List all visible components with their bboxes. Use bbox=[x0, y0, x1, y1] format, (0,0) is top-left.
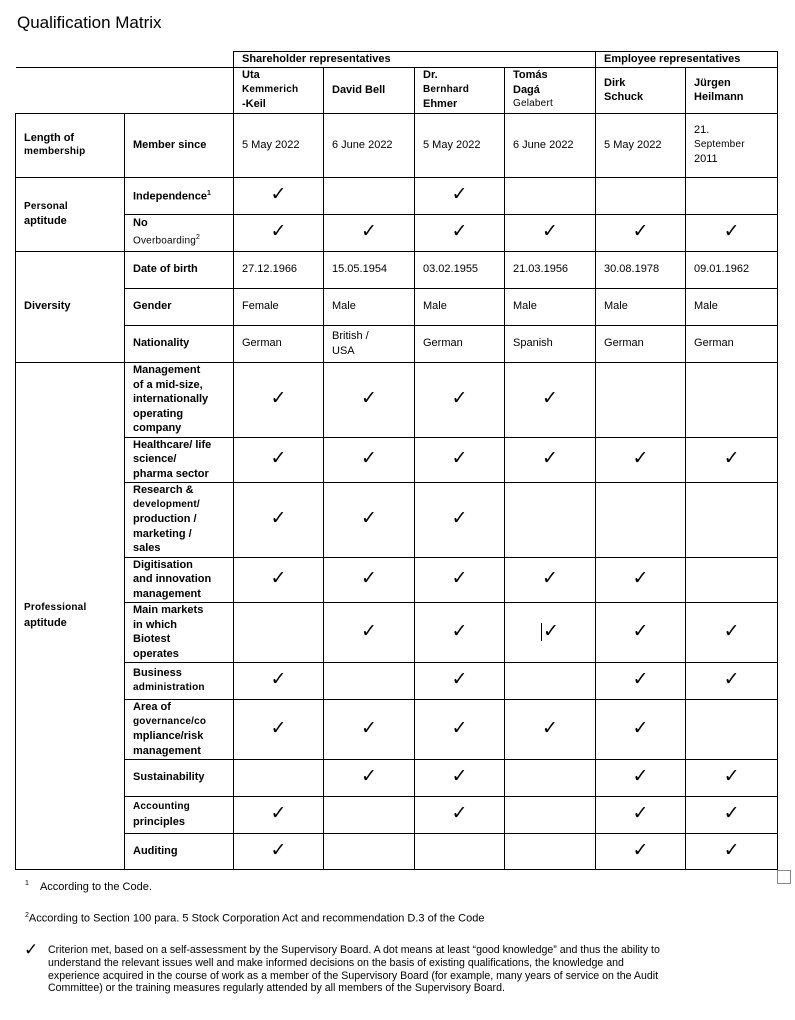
criterion-accounting bbox=[125, 796, 234, 833]
checkmark-icon: ✓ bbox=[542, 717, 558, 739]
check-cell bbox=[234, 602, 324, 662]
checkmark-icon: ✓ bbox=[723, 221, 740, 243]
criterion-business-administration bbox=[125, 662, 234, 699]
checkmark-icon: ✓ bbox=[270, 508, 287, 530]
check-cell bbox=[596, 482, 686, 557]
check-cell bbox=[505, 214, 596, 251]
nationality-value: Spanish bbox=[505, 325, 596, 362]
criterion-line: management bbox=[133, 744, 201, 757]
check-cell bbox=[596, 602, 686, 662]
criterion-line: and innovation bbox=[133, 573, 212, 586]
check-cell bbox=[234, 177, 324, 214]
check-cell bbox=[686, 699, 778, 759]
member-line: Jürgen bbox=[694, 76, 731, 89]
check-cell bbox=[234, 796, 324, 833]
footnote-1 bbox=[25, 880, 152, 893]
member-since-value: 6 June 2022 bbox=[324, 113, 415, 177]
criterion-line: science/ bbox=[133, 453, 177, 466]
check-cell bbox=[686, 833, 778, 869]
checkmark-icon: ✓ bbox=[632, 568, 649, 590]
check-cell bbox=[505, 662, 596, 699]
member-line: Dr. bbox=[423, 69, 438, 82]
checkmark-icon: ✓ bbox=[361, 568, 377, 590]
check-cell bbox=[505, 833, 596, 869]
category-length bbox=[16, 113, 125, 177]
criterion-line: operates bbox=[133, 647, 179, 660]
check-cell bbox=[415, 602, 505, 662]
checkmark-icon: ✓ bbox=[632, 766, 649, 788]
check-cell bbox=[505, 177, 596, 214]
member-line: Dagá bbox=[513, 83, 540, 96]
group-header-employee: Employee representatives bbox=[596, 52, 778, 68]
check-cell bbox=[234, 699, 324, 759]
checkmark-icon: ✓ bbox=[451, 717, 468, 739]
criterion-line: company bbox=[133, 422, 182, 435]
check-cell bbox=[415, 362, 505, 437]
checkmark-icon: ✓ bbox=[451, 184, 468, 206]
check-cell bbox=[234, 437, 324, 482]
checkmark-icon: ✓ bbox=[632, 839, 649, 861]
checkmark-icon: ✓ bbox=[632, 669, 649, 691]
criterion-line: development/ bbox=[133, 498, 200, 510]
member-line: Uta bbox=[242, 69, 260, 82]
legend-text: Criterion met, based on a self-assessment by the Supervisory Board. A dot means at least “good knowledge” and thus the ability to understand the relevant issues well and make informed decisions on the basis of existing qualifications, the knowledge and experience acquired in the course of work as a member of the Supervisory Board (for example, many years of service on the Audit Committee) or the training measures regularly attended by all members of the Supervisory Board. bbox=[48, 944, 660, 995]
member-line: Dirk bbox=[604, 76, 626, 89]
criterion-overboarding bbox=[125, 214, 234, 251]
check-cell bbox=[324, 833, 415, 869]
check-cell bbox=[505, 437, 596, 482]
criterion-line: Healthcare/ life bbox=[133, 438, 212, 451]
check-cell bbox=[415, 662, 505, 699]
criterion-line: Management bbox=[133, 364, 201, 377]
check-cell bbox=[415, 437, 505, 482]
criterion-member-since: Member since bbox=[125, 113, 234, 177]
checkmark-icon: ✓ bbox=[542, 388, 558, 410]
member-line: Bernhard bbox=[423, 83, 470, 95]
check-cell bbox=[324, 214, 415, 251]
check-cell bbox=[686, 362, 778, 437]
footnote-text: According to the Code. bbox=[39, 880, 152, 893]
date-of-birth-value: 21.03.1956 bbox=[505, 251, 596, 288]
member-header bbox=[505, 67, 596, 113]
table-resize-handle[interactable] bbox=[777, 870, 791, 884]
checkmark-icon: ✓ bbox=[361, 717, 377, 739]
checkmark-icon: ✓ bbox=[270, 184, 287, 206]
criterion-line bbox=[133, 231, 225, 249]
footnote-number: 1 bbox=[25, 880, 29, 887]
criterion-line: of a mid-size, bbox=[133, 378, 203, 391]
member-header bbox=[686, 67, 778, 113]
check-cell bbox=[415, 699, 505, 759]
criterion-line: Accounting bbox=[133, 801, 190, 812]
check-cell bbox=[234, 759, 324, 796]
check-cell bbox=[596, 833, 686, 869]
nationality-line: USA bbox=[332, 344, 355, 357]
member-since-value: 5 May 2022 bbox=[596, 113, 686, 177]
criterion-label: Independence bbox=[133, 190, 207, 203]
check-cell bbox=[686, 177, 778, 214]
footnote-2 bbox=[25, 912, 484, 925]
check-cell bbox=[324, 662, 415, 699]
check-cell bbox=[324, 437, 415, 482]
member-since-value: 5 May 2022 bbox=[415, 113, 505, 177]
check-cell bbox=[324, 482, 415, 557]
criterion-line: Biotest bbox=[133, 633, 171, 645]
criterion-gender: Gender bbox=[125, 288, 234, 325]
criterion-line: Research & bbox=[133, 484, 194, 497]
criterion-date-of-birth: Date of birth bbox=[125, 251, 234, 288]
empty-header-cell bbox=[16, 67, 234, 113]
check-cell bbox=[686, 796, 778, 833]
date-of-birth-value: 03.02.1955 bbox=[415, 251, 505, 288]
check-cell bbox=[415, 482, 505, 557]
check-cell bbox=[324, 759, 415, 796]
checkmark-icon: ✓ bbox=[270, 669, 287, 691]
date-of-birth-value: 30.08.1978 bbox=[596, 251, 686, 288]
check-cell bbox=[596, 557, 686, 602]
checkmark-icon: ✓ bbox=[451, 448, 468, 470]
checkmark-icon: ✓ bbox=[270, 803, 287, 825]
checkmark-icon: ✓ bbox=[723, 620, 740, 642]
check-cell bbox=[686, 482, 778, 557]
check-cell bbox=[596, 662, 686, 699]
category-line: membership bbox=[24, 146, 86, 157]
page-title: Qualification Matrix bbox=[17, 13, 162, 32]
date-line: 21. bbox=[694, 124, 710, 137]
checkmark-icon: ✓ bbox=[723, 669, 740, 691]
check-cell[interactable] bbox=[505, 602, 596, 662]
criterion-line: Digitisation bbox=[133, 558, 193, 571]
qualification-matrix-table bbox=[15, 51, 778, 870]
checkmark-icon: ✓ bbox=[270, 839, 287, 861]
checkmark-icon: ✓ bbox=[451, 221, 468, 243]
checkmark-icon: ✓ bbox=[451, 508, 468, 530]
check-cell bbox=[505, 759, 596, 796]
check-cell bbox=[234, 833, 324, 869]
check-cell bbox=[505, 482, 596, 557]
member-line: Kemmerich bbox=[242, 83, 299, 95]
criterion-nationality: Nationality bbox=[125, 325, 234, 362]
check-cell bbox=[596, 362, 686, 437]
check-cell bbox=[686, 759, 778, 796]
criterion-line: Main markets bbox=[133, 604, 204, 616]
check-cell bbox=[686, 437, 778, 482]
member-since-value: 5 May 2022 bbox=[234, 113, 324, 177]
criterion-digitisation bbox=[125, 557, 234, 602]
check-cell bbox=[415, 759, 505, 796]
checkmark-icon: ✓ bbox=[361, 448, 377, 470]
check-cell bbox=[686, 602, 778, 662]
gender-value: Male bbox=[324, 288, 415, 325]
checkmark-icon: ✓ bbox=[723, 448, 740, 470]
criterion-governance bbox=[125, 699, 234, 759]
check-cell bbox=[234, 214, 324, 251]
date-of-birth-value: 27.12.1966 bbox=[234, 251, 324, 288]
check-cell bbox=[324, 796, 415, 833]
footnote-ref: 2 bbox=[196, 233, 201, 241]
check-cell bbox=[596, 214, 686, 251]
member-line: Schuck bbox=[604, 91, 644, 103]
criterion-line: No bbox=[133, 217, 148, 230]
check-cell bbox=[415, 557, 505, 602]
gender-value: Male bbox=[415, 288, 505, 325]
member-header bbox=[596, 67, 686, 113]
checkmark-icon: ✓ bbox=[24, 940, 39, 959]
check-cell bbox=[415, 796, 505, 833]
nationality-value bbox=[324, 325, 415, 362]
group-header-shareholder: Shareholder representatives bbox=[234, 52, 596, 68]
check-cell bbox=[324, 557, 415, 602]
check-cell bbox=[234, 362, 324, 437]
criterion-label: Overboarding bbox=[133, 235, 196, 247]
checkmark-icon: ✓ bbox=[723, 766, 740, 788]
check-cell bbox=[234, 662, 324, 699]
criterion-line: operating bbox=[133, 407, 184, 420]
nationality-value: German bbox=[686, 325, 778, 362]
member-line: Heilmann bbox=[694, 91, 744, 103]
member-header bbox=[415, 67, 505, 113]
member-since-value bbox=[686, 113, 778, 177]
check-cell bbox=[686, 214, 778, 251]
category-line: Professional bbox=[24, 602, 87, 613]
check-cell bbox=[505, 699, 596, 759]
criterion-independence bbox=[125, 177, 234, 214]
checkmark-icon: ✓ bbox=[451, 803, 468, 825]
check-cell bbox=[415, 177, 505, 214]
member-header bbox=[234, 67, 324, 113]
checkmark-icon: ✓ bbox=[632, 221, 649, 243]
checkmark-icon: ✓ bbox=[451, 568, 468, 590]
check-cell bbox=[686, 662, 778, 699]
check-cell bbox=[686, 557, 778, 602]
checkmark-icon: ✓ bbox=[542, 448, 558, 470]
checkmark-icon: ✓ bbox=[361, 508, 377, 530]
check-cell bbox=[324, 362, 415, 437]
member-since-value: 6 June 2022 bbox=[505, 113, 596, 177]
checkmark-icon: ✓ bbox=[723, 839, 740, 861]
check-cell bbox=[505, 362, 596, 437]
criterion-auditing: Auditing bbox=[125, 833, 234, 869]
checkmark-icon: ✓ bbox=[270, 221, 287, 243]
checkmark-icon: ✓ bbox=[632, 448, 649, 470]
checkmark-icon: ✓ bbox=[361, 221, 377, 243]
check-cell bbox=[505, 557, 596, 602]
checkmark-icon: ✓ bbox=[632, 717, 649, 739]
gender-value: Female bbox=[234, 288, 324, 325]
check-cell bbox=[415, 214, 505, 251]
criterion-research bbox=[125, 482, 234, 557]
criterion-healthcare bbox=[125, 437, 234, 482]
check-cell bbox=[505, 796, 596, 833]
criterion-sustainability: Sustainability bbox=[125, 759, 234, 796]
check-cell bbox=[234, 557, 324, 602]
criterion-line: governance/co bbox=[133, 715, 207, 727]
category-professional bbox=[16, 362, 125, 869]
check-cell bbox=[324, 177, 415, 214]
checkmark-icon: ✓ bbox=[451, 766, 468, 788]
criterion-line: production / bbox=[133, 513, 197, 526]
date-line: 2011 bbox=[694, 153, 718, 166]
category-diversity: Diversity bbox=[16, 251, 125, 362]
category-line: aptitude bbox=[24, 616, 67, 629]
checkmark-icon: ✓ bbox=[270, 717, 287, 739]
checkmark-icon: ✓ bbox=[543, 621, 559, 643]
criterion-main-markets bbox=[125, 602, 234, 662]
criterion-line: internationally bbox=[133, 393, 209, 406]
check-cell bbox=[596, 437, 686, 482]
criterion-line: sales bbox=[133, 542, 161, 555]
checkmark-icon: ✓ bbox=[361, 620, 377, 642]
member-line: David Bell bbox=[332, 83, 386, 96]
criterion-line: Area of bbox=[133, 701, 171, 713]
date-line: September bbox=[694, 138, 745, 150]
check-cell bbox=[415, 833, 505, 869]
criterion-line: management bbox=[133, 587, 201, 600]
checkmark-icon: ✓ bbox=[451, 620, 468, 642]
check-cell bbox=[324, 602, 415, 662]
gender-value: Male bbox=[686, 288, 778, 325]
checkmark-icon: ✓ bbox=[361, 766, 377, 788]
member-line: Tomás bbox=[513, 69, 548, 82]
member-line: Ehmer bbox=[423, 98, 458, 111]
nationality-value: German bbox=[596, 325, 686, 362]
gender-value: Male bbox=[596, 288, 686, 325]
criterion-line: administration bbox=[133, 681, 205, 693]
criterion-line: mpliance/risk bbox=[133, 730, 204, 742]
category-line: Personal bbox=[24, 200, 68, 212]
criterion-line: marketing / bbox=[133, 527, 192, 540]
empty-corner-cell bbox=[16, 52, 234, 68]
checkmark-icon: ✓ bbox=[632, 803, 649, 825]
checkmark-icon: ✓ bbox=[270, 448, 287, 470]
checkmark-icon: ✓ bbox=[270, 388, 287, 410]
checkmark-icon: ✓ bbox=[451, 669, 468, 691]
criterion-line: in which bbox=[133, 618, 177, 631]
criterion-line: principles bbox=[133, 815, 185, 828]
category-personal bbox=[16, 177, 125, 251]
text-cursor bbox=[541, 623, 542, 641]
nationality-value: German bbox=[234, 325, 324, 362]
checkmark-icon: ✓ bbox=[270, 568, 287, 590]
criterion-line: Business bbox=[133, 667, 182, 679]
checkmark-icon: ✓ bbox=[632, 620, 649, 642]
nationality-line: British / bbox=[332, 330, 369, 342]
check-cell bbox=[596, 796, 686, 833]
date-of-birth-value: 15.05.1954 bbox=[324, 251, 415, 288]
checkmark-icon: ✓ bbox=[361, 388, 377, 410]
member-header bbox=[324, 67, 415, 113]
footnote-text: According to Section 100 para. 5 Stock Corporation Act and recommendation D.3 of the Code bbox=[28, 912, 485, 925]
footnote-number: 2 bbox=[25, 912, 29, 919]
gender-value: Male bbox=[505, 288, 596, 325]
criterion-line: pharma sector bbox=[133, 467, 209, 480]
check-cell bbox=[596, 759, 686, 796]
member-line: Gelabert bbox=[513, 98, 553, 110]
category-line: Length of bbox=[24, 131, 75, 144]
checkmark-icon: ✓ bbox=[723, 803, 740, 825]
check-cell bbox=[596, 177, 686, 214]
checkmark-icon: ✓ bbox=[451, 388, 468, 410]
checkmark-icon: ✓ bbox=[542, 221, 558, 243]
check-cell bbox=[234, 482, 324, 557]
member-line: -Keil bbox=[242, 98, 266, 111]
check-cell bbox=[324, 699, 415, 759]
check-cell bbox=[596, 699, 686, 759]
checkmark-icon: ✓ bbox=[542, 568, 558, 590]
legend bbox=[24, 940, 664, 995]
category-line: aptitude bbox=[24, 215, 67, 227]
date-of-birth-value: 09.01.1962 bbox=[686, 251, 778, 288]
footnote-ref: 1 bbox=[206, 189, 211, 197]
criterion-management bbox=[125, 362, 234, 437]
nationality-value: German bbox=[415, 325, 505, 362]
